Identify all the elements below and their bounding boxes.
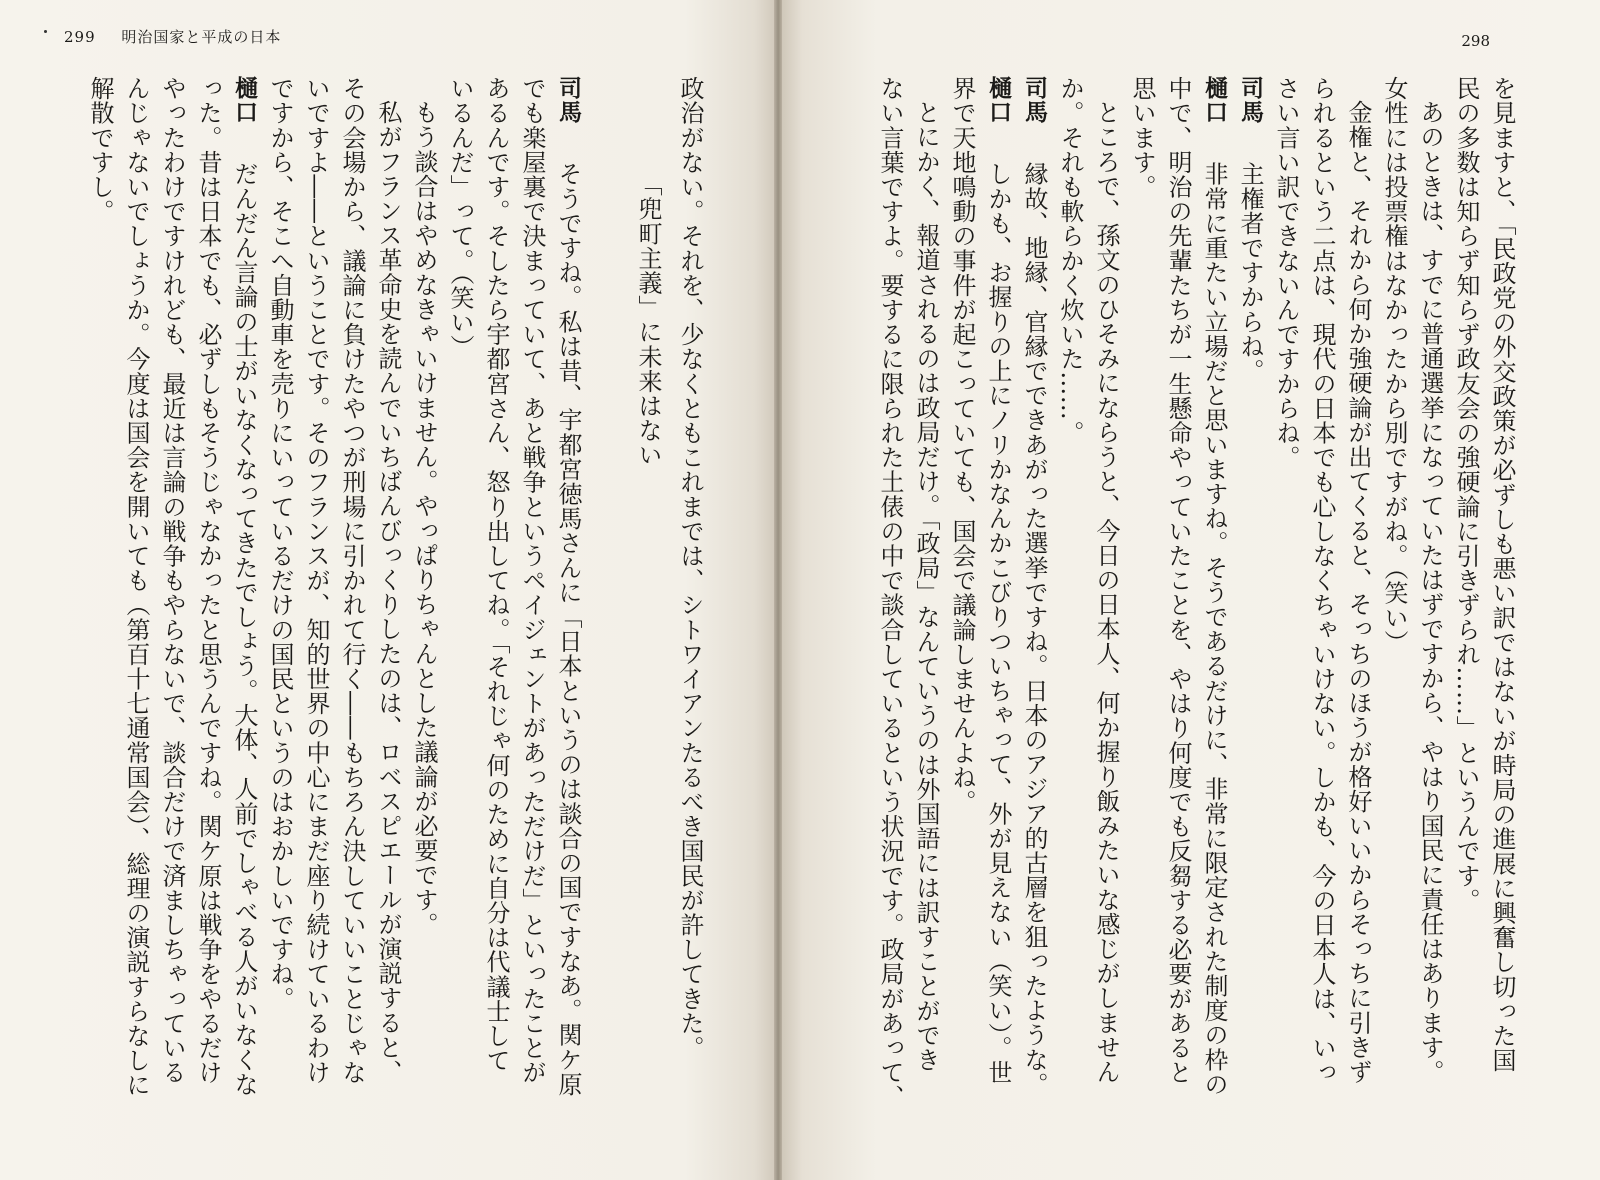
- speaker-label: 司馬: [555, 76, 581, 124]
- text-column: [154, 76, 190, 1116]
- text-column: [1052, 76, 1088, 1116]
- right-page-body: [820, 76, 1520, 1116]
- column-text: 「兜町主義」に未来はない: [634, 172, 662, 468]
- text-column: [1124, 76, 1160, 1116]
- column-text: か。それも軟らかく炊いた……。: [1056, 76, 1084, 445]
- column-text: いですよ――ということです。そのフランスが、知的世界の中心にまだ座り続けているわけ: [302, 76, 330, 1085]
- column-text: ない言葉ですよ。要するに限られた土俵の中で談合しているという状況です。政局があって、: [876, 76, 904, 1110]
- column-text: でも楽屋裏で決まっていて、あと戦争というペイジェントがあっただけだ」といったことが: [518, 76, 546, 1085]
- speaker-label: 樋口: [231, 76, 257, 124]
- book-gutter: [774, 0, 782, 1180]
- column-text: だんだん言論の士がいなくなってきたでしょう。大体、人前でしゃべる人がいなくな: [230, 161, 258, 1097]
- column-text: そうですね。私は昔、宇都宮徳馬さんに「日本というのは談合の国ですなあ。関ケ原: [554, 161, 582, 1097]
- column-text: やったわけですけれども、最近は言論の戦争もやらないで、談合だけで済ましちゃっている: [158, 76, 186, 1085]
- text-column: [118, 76, 154, 1116]
- text-column: [514, 76, 550, 1116]
- text-column: [190, 76, 226, 1116]
- text-column: [1484, 76, 1520, 1116]
- right-page: [778, 0, 1600, 1180]
- column-text: 縁故、地縁、官縁でできあがった選挙ですね。日本のアジア的古層を狙ったような。: [1020, 161, 1048, 1097]
- text-column: [442, 76, 478, 1116]
- speaker-label: 樋口: [985, 76, 1011, 124]
- column-text: いるんだ」って。（笑い）: [446, 76, 474, 360]
- text-column: [478, 76, 514, 1116]
- page-number-right: 298: [1461, 32, 1490, 50]
- column-text: 非常に重たい立場だと思いますね。そうであるだけに、非常に限定された制度の枠の: [1200, 161, 1228, 1097]
- column-text: あのときは、すでに普通選挙になっていたはずですから、やはり国民に責任はあります。: [1416, 100, 1444, 1084]
- left-page: [0, 0, 778, 1180]
- text-column: [298, 76, 334, 1116]
- text-column: [672, 76, 708, 1116]
- speaker-label: 樋口: [1201, 76, 1227, 124]
- column-text: 思います。: [1128, 76, 1156, 199]
- column-text: を見ますと、「民政党の外交政策が必ずしも悪い訳ではないが時局の進展に興奮し切った国: [1488, 76, 1516, 1073]
- column-text: あるんです。そしたら宇都宮さん、怒り出してね。「それじゃ何のために自分は代議士して: [482, 76, 510, 1073]
- column-text: 主権者ですからね。: [1236, 161, 1264, 384]
- column-text: 界で天地鳴動の事件が起こっていても、国会で議論しませんよね。: [948, 76, 976, 814]
- column-text: 解散ですし。: [86, 76, 114, 224]
- running-title: 明治国家と平成の日本: [121, 28, 282, 46]
- column-text: 政治がない。それを、少なくともこれまでは、シトワイアンたるべき国民が許してきた。: [676, 76, 704, 1060]
- text-column: [908, 76, 944, 1116]
- text-column: [872, 76, 908, 1116]
- text-column: [334, 76, 370, 1116]
- column-text: その会場から、議論に負けたやつが刑場に引かれて行く――もちろん決していいことじゃな: [338, 76, 366, 1085]
- text-column: [1448, 76, 1484, 1116]
- running-head: [64, 26, 281, 47]
- text-column: [1160, 76, 1196, 1116]
- column-text: られるという二点は、現代の日本でも心しなくちゃいけない。しかも、今の日本人は、いっ: [1308, 76, 1336, 1085]
- text-column: [1232, 76, 1268, 1116]
- column-text: しかも、お握りの上にノリかなんかこびりついちゃって、外が見えない（笑い）。世: [984, 161, 1012, 1085]
- text-column: [406, 76, 442, 1116]
- column-text: んじゃないでしょうか。今度は国会を開いても（第百十七通常国会）、総理の演説すらなしに: [122, 76, 150, 1098]
- page-number-left: 299: [64, 28, 96, 46]
- text-column: [262, 76, 298, 1116]
- speaker-label: 司馬: [1237, 76, 1263, 124]
- column-text: 金権と、それから何か強硬論が出てくると、そっちのほうが格好いいからそっちに引きず: [1344, 100, 1372, 1084]
- text-column: [944, 76, 980, 1116]
- column-text: った。昔は日本でも、必ずしもそうじゃなかったと思うんですね。関ケ原は戦争をやるだけ: [194, 76, 222, 1085]
- column-text: 私がフランス革命史を読んでいちばんびっくりしたのは、ロベスピエールが演説すると、: [374, 100, 402, 1084]
- text-column: [1376, 76, 1412, 1116]
- text-column: [980, 76, 1016, 1116]
- column-text: 民の多数は知らず知らず政友会の強硬論に引きずられ……」というんです。: [1452, 76, 1480, 913]
- column-text: もう談合はやめなきゃいけません。やっぱりちゃんとした議論が必要です。: [410, 100, 438, 937]
- column-text: 女性には投票権はなかったから別ですがね。（笑い）: [1380, 76, 1408, 655]
- column-text: 中で、明治の先輩たちが一生懸命やっていたことを、やはり何度でも反芻する必要があると: [1164, 76, 1192, 1085]
- speaker-label: 司馬: [1021, 76, 1047, 124]
- text-column: [1016, 76, 1052, 1116]
- column-text: ですから、そこへ自動車を売りにいっているだけの国民というのはおかしいですね。: [266, 76, 294, 1011]
- text-column: [1268, 76, 1304, 1116]
- text-column: [550, 76, 586, 1116]
- column-text: ところで、孫文のひそみにならうと、今日の日本人、何か握り飯みたいな感じがしません: [1092, 100, 1120, 1084]
- text-column: [1340, 76, 1376, 1116]
- column-text: とにかく、報道されるのは政局だけ。「政局」なんていうのは外国語には訳すことができ: [912, 100, 940, 1072]
- text-column: [370, 76, 406, 1116]
- section-heading: [630, 76, 666, 1116]
- left-page-body: [8, 76, 708, 1116]
- text-column: [1304, 76, 1340, 1116]
- text-column: [1412, 76, 1448, 1116]
- text-column: [82, 76, 118, 1116]
- column-text: さい言い訳できないんですからね。: [1272, 76, 1300, 470]
- text-column: [226, 76, 262, 1116]
- text-column: [1088, 76, 1124, 1116]
- text-column: [1196, 76, 1232, 1116]
- margin-dot: [44, 30, 47, 33]
